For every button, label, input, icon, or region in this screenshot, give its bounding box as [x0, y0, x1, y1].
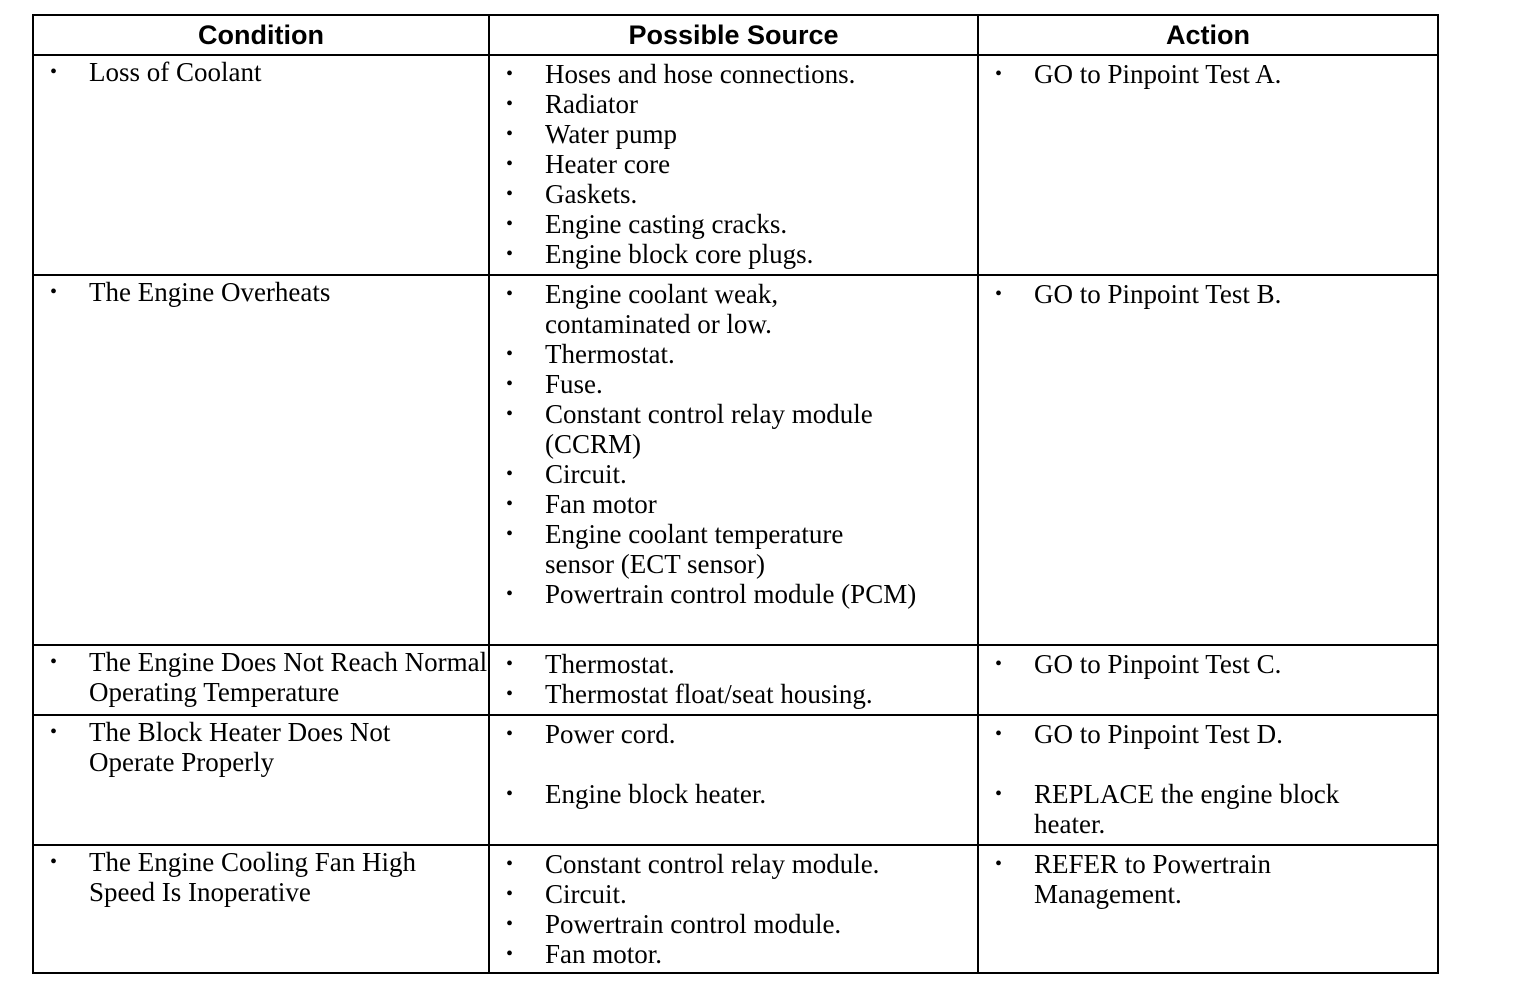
source-item: • Hoses and hose connections.	[490, 59, 977, 89]
action-item: • GO to Pinpoint Test A.	[979, 59, 1437, 89]
source-item: • Thermostat.	[490, 339, 917, 369]
source-item: • Circuit.	[490, 879, 977, 909]
source-item: • Powertrain control module (PCM)	[490, 579, 917, 609]
table-row	[33, 55, 1438, 275]
source-item: • Engine coolant weak, contaminated or low.	[490, 279, 917, 339]
source-item: • Engine block heater.	[490, 779, 977, 809]
action-item: • REPLACE the engine block heater.	[979, 779, 1387, 839]
source-cell	[489, 645, 978, 715]
source-item: • Engine block core plugs.	[490, 239, 977, 269]
source-item: • Heater core	[490, 149, 977, 179]
source-item: • Circuit.	[490, 459, 917, 489]
condition-cell	[33, 275, 489, 645]
source-cell	[489, 715, 978, 845]
header-action: Action	[978, 15, 1438, 55]
table-row	[33, 845, 1438, 973]
condition-cell	[33, 845, 489, 973]
source-item: • Fan motor	[490, 489, 917, 519]
header-row	[33, 15, 1438, 55]
condition-item: • The Block Heater Does Not Operate Properly	[34, 717, 468, 777]
table-row	[33, 715, 1438, 845]
condition-cell	[33, 55, 489, 275]
condition-item: • Loss of Coolant	[34, 57, 488, 87]
action-item: • REFER to Powertrain Management.	[979, 849, 1297, 909]
source-item: • Power cord.	[490, 719, 977, 749]
action-item: • GO to Pinpoint Test D.	[979, 719, 1387, 749]
source-item: • Constant control relay module (CCRM)	[490, 399, 917, 459]
action-cell	[978, 645, 1438, 715]
source-item: • Water pump	[490, 119, 977, 149]
source-item: • Fan motor.	[490, 939, 977, 969]
source-item: • Powertrain control module.	[490, 909, 977, 939]
header-possible-source: Possible Source	[489, 15, 978, 55]
source-item: • Thermostat.	[490, 649, 977, 679]
action-cell	[978, 55, 1438, 275]
condition-cell	[33, 645, 489, 715]
condition-item: • The Engine Does Not Reach Normal Operating Temperature	[34, 647, 488, 707]
action-item: • GO to Pinpoint Test B.	[979, 279, 1437, 309]
action-cell	[978, 275, 1438, 645]
source-item: • Radiator	[490, 89, 977, 119]
source-item: • Thermostat float/seat housing.	[490, 679, 977, 709]
diagnosis-table	[32, 14, 1439, 974]
source-item: • Constant control relay module.	[490, 849, 977, 879]
source-item: • Engine casting cracks.	[490, 209, 977, 239]
source-item: • Engine coolant temperature sensor (ECT sensor)	[490, 519, 917, 579]
condition-item: • The Engine Overheats	[34, 277, 488, 307]
action-cell	[978, 715, 1438, 845]
condition-cell	[33, 715, 489, 845]
header-condition: Condition	[33, 15, 489, 55]
source-cell	[489, 55, 978, 275]
source-item: • Gaskets.	[490, 179, 977, 209]
condition-item: • The Engine Cooling Fan High Speed Is Inoperative	[34, 847, 473, 907]
source-item: • Fuse.	[490, 369, 917, 399]
action-cell	[978, 845, 1438, 973]
source-cell	[489, 845, 978, 973]
table-row	[33, 275, 1438, 645]
table-row	[33, 645, 1438, 715]
source-cell	[489, 275, 978, 645]
action-item: • GO to Pinpoint Test C.	[979, 649, 1437, 679]
